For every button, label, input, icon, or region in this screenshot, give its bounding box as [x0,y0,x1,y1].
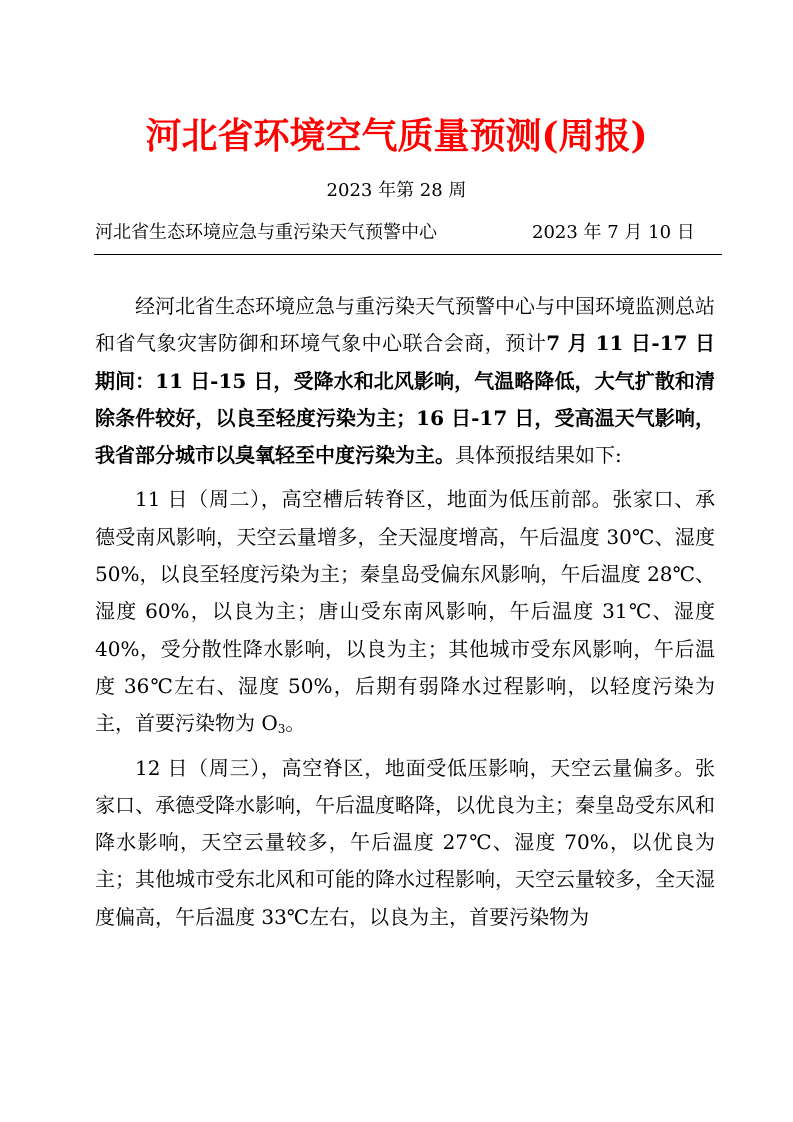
issue-date: 2023 年 7 月 10 日 [532,222,695,243]
intro-lead: 经河北省生态环境应急与重污染天气预警中心与中国环境监测总站和省气象灾害防御和环境气象中心联合会商，预计 [95,294,715,356]
day-11-end: 。 [285,711,306,736]
document-title: 河北省环境空气质量预测(周报) [145,115,648,157]
forecast-summary: 7 月 11 日-17 日期间：11 日-15 日，受降水和北风影响，气温略降低，大气扩散和清除条件较好，以良至轻度污染为主；16 日-17 日，受高温天气影响，我省部分城市以臭氧轻至中度污染为主。 [95,331,716,468]
issuer-name: 河北省生态环境应急与重污染天气预警中心 [95,222,437,243]
intro-tail: 具体预报结果如下: [455,443,622,468]
day-11-paragraph [95,481,715,742]
header-divider [94,254,722,255]
day-11-text: 11 日（周二），高空槽后转脊区，地面为低压前部。张家口、承德受南风影响，天空云量增多，全天湿度增高，午后温度 30℃、湿度 50%，以良至轻度污染为主；秦皇岛受偏东风影响，午后温度 28℃、湿度 60%，以良为主；唐山受东南风影响，午后温度 31℃、湿度 40%，受分散性降水影响，以良为主；其他城市受东风影响，午后温度 36℃左右、湿度 50%，后期有弱降水过程影响，以轻度污染为主，首要污染物为 O [95,487,715,736]
intro-paragraph [95,288,715,474]
ozone-subscript: 3 [277,722,286,737]
day-12-paragraph [95,750,715,936]
week-number: 2023 年第 28 周 [326,180,467,201]
day-12-text: 12 日（周三），高空脊区，地面受低压影响，天空云量偏多。张家口、承德受降水影响，午后温度略降，以优良为主；秦皇岛受东风和降水影响，天空云量较多，午后温度 27℃、湿度 70%，以优良为主；其他城市受东北风和可能的降水过程影响，天空云量较多，全天湿度偏高，午后温度 33℃左右，以良为主，首要污染物为 [95,755,715,929]
document-body [95,288,715,943]
issuer-line [95,218,695,244]
